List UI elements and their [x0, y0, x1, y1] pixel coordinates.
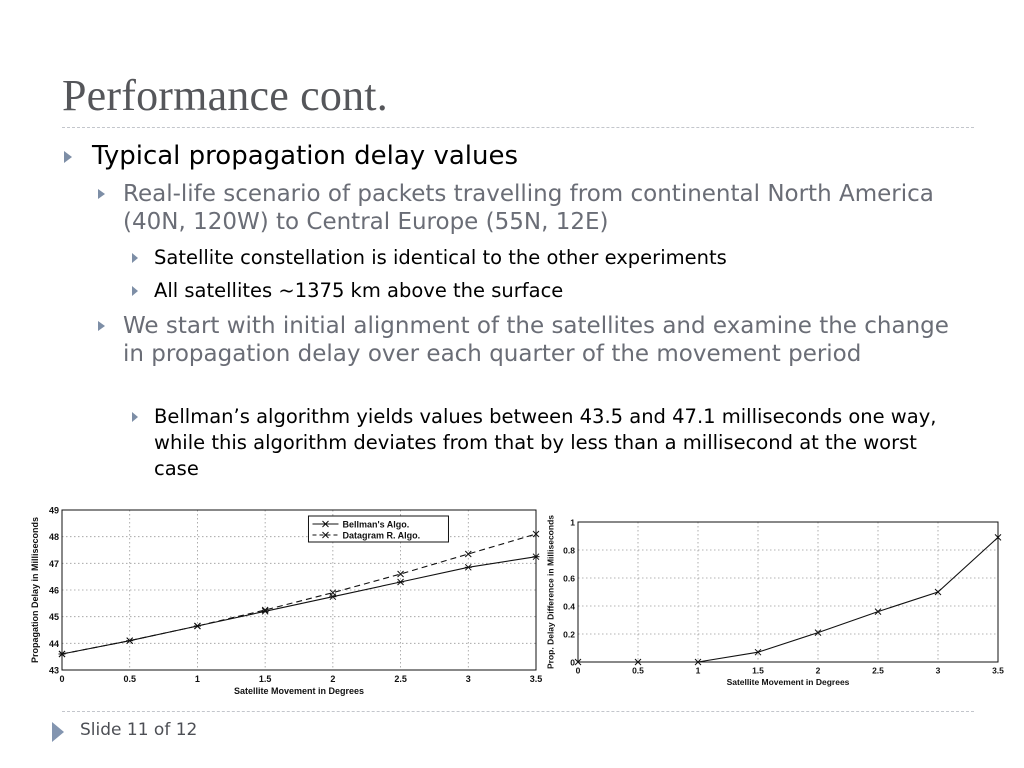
footer-divider [62, 711, 974, 712]
bullet-arrow-icon [98, 189, 105, 199]
delay-chart-ytick-label: 47 [48, 558, 59, 569]
delay-chart-series-0-point [397, 579, 404, 585]
delay-chart-xtick-label: 3.5 [529, 674, 542, 684]
delay-chart-xtick-label: 2.5 [394, 674, 407, 684]
difference-chart-xtick-label: 3.5 [992, 665, 1004, 676]
delay-chart-ytick-label: 44 [48, 638, 59, 649]
bullet-level2 [123, 180, 953, 236]
difference-chart-xtick-label: 2 [815, 665, 821, 676]
bullet-arrow-icon [132, 412, 138, 422]
difference-chart-x-axis-label: Satellite Movement in Degrees [726, 677, 850, 687]
slide-title: Performance cont. [62, 71, 388, 120]
delay-chart [28, 504, 542, 700]
delay-chart-xtick-label: 0.5 [123, 674, 136, 684]
delay-chart-xtick-label: 1 [194, 674, 200, 684]
delay-chart-ytick-label: 45 [48, 612, 59, 623]
difference-chart-xtick-label: 3 [935, 665, 941, 676]
bullet-text: Bellman’s algorithm yields values between 43.5 and 47.1 milliseconds one way, while this algorithm deviates from that by less than a millisecond at the worst case [154, 405, 937, 480]
delay-chart-x-axis-label: Satellite Movement in Degrees [233, 686, 365, 696]
bullet-arrow-icon [132, 286, 138, 296]
delay-chart-series-1-point [465, 551, 471, 557]
delay-chart-legend-label: Bellman's Algo. [342, 519, 410, 530]
bullet-arrow-icon [64, 151, 72, 163]
bullet-text: All satellites ~1375 km above the surface [154, 279, 564, 302]
bullet-level3 [154, 245, 964, 271]
bullet-text: Real-life scenario of packets travelling from continental North America (40N, 120W) to Central Europe (55N, 12E) [123, 181, 934, 235]
delay-chart-series-1-line [62, 534, 536, 654]
delay-chart-series-0-point [465, 564, 472, 570]
difference-chart-xtick-label: 0.5 [632, 665, 644, 676]
bullet-text: Typical propagation delay values [92, 141, 519, 171]
footer-arrow-icon [52, 722, 64, 742]
bullet-text: We start with initial alignment of the satellites and examine the change in propagation delay over each quarter of the movement period [123, 313, 949, 367]
difference-chart-ytick-label: 1 [570, 517, 575, 528]
difference-chart-ytick-label: 0.6 [563, 573, 575, 584]
difference-chart-ytick-label: 0.4 [563, 601, 575, 612]
delay-chart-ytick-label: 49 [48, 505, 59, 516]
bullet-level1 [92, 141, 972, 171]
bullet-arrow-icon [132, 253, 138, 263]
difference-chart-series-0-line [578, 537, 998, 662]
delay-chart-ytick-label: 48 [48, 532, 59, 543]
difference-chart-series-0-point [875, 609, 881, 615]
bullet-level3 [154, 278, 964, 304]
difference-chart-ytick-label: 0.8 [563, 545, 575, 556]
delay-chart-ytick-label: 43 [48, 665, 59, 676]
difference-chart-xtick-label: 1 [695, 665, 701, 676]
difference-chart [544, 514, 1006, 696]
difference-chart-ytick-label: 0 [570, 657, 575, 668]
delay-chart-series-1-point [398, 571, 404, 577]
bullet-level3 [154, 404, 964, 482]
delay-chart-xtick-label: 2 [330, 674, 336, 684]
bullet-arrow-icon [98, 321, 105, 331]
delay-chart-xtick-label: 3 [465, 674, 471, 684]
title-divider [62, 127, 974, 128]
difference-chart-xtick-label: 2.5 [872, 665, 884, 676]
difference-chart-xtick-label: 0 [575, 665, 581, 676]
difference-chart-ytick-label: 0.2 [563, 629, 575, 640]
delay-chart-xtick-label: 1.5 [258, 674, 272, 684]
difference-chart-plot-frame [578, 522, 998, 662]
difference-chart-svg [544, 514, 1006, 696]
slide-number: Slide 11 of 12 [80, 720, 198, 740]
delay-chart-y-axis-label: Propagation Delay in Milliseconds [30, 516, 40, 664]
difference-chart-xtick-label: 1.5 [752, 665, 764, 676]
delay-chart-ytick-label: 46 [48, 585, 59, 596]
bullet-level2 [123, 312, 953, 368]
delay-chart-svg [28, 504, 542, 700]
bullet-text: Satellite constellation is identical to the other experiments [154, 246, 727, 269]
delay-chart-xtick-label: 0 [59, 674, 65, 684]
delay-chart-legend-label: Datagram R. Algo. [342, 530, 421, 541]
difference-chart-y-axis-label: Prop. Delay Difference in Milliseconds [545, 515, 556, 669]
